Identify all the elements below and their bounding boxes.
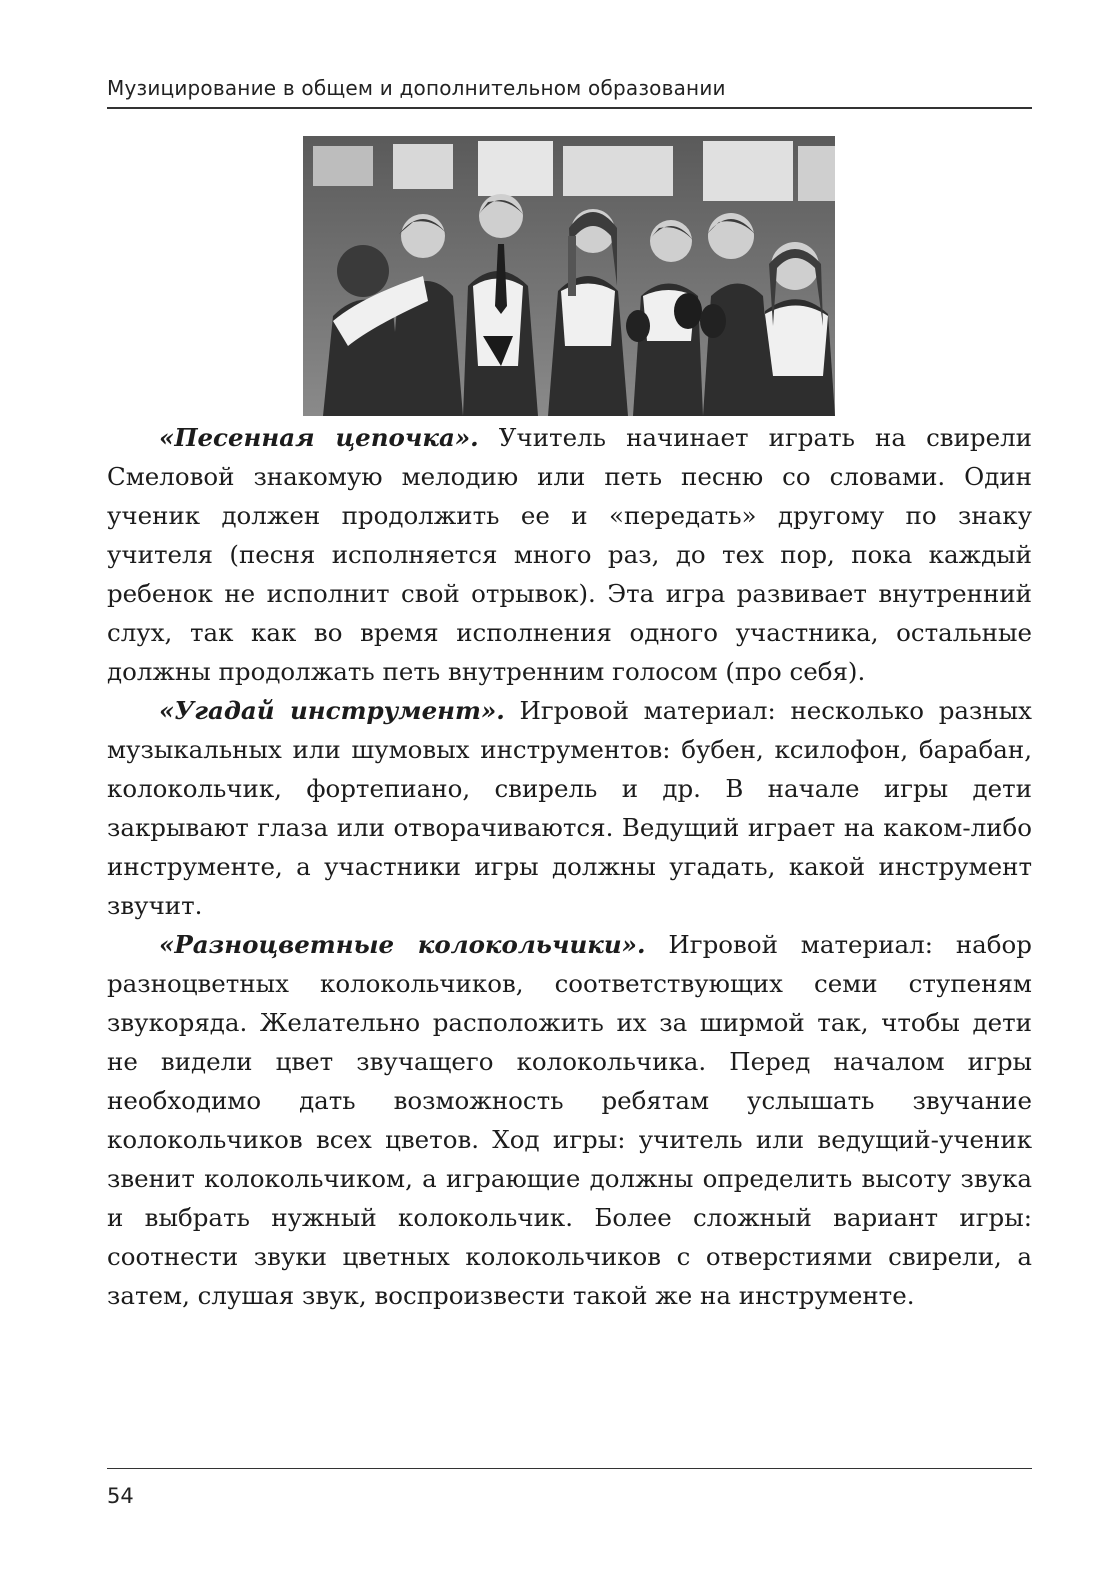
body-text: [107, 418, 1032, 1315]
footer-rule: [107, 1468, 1032, 1469]
paragraph-title: «Разноцветные колокольчики».: [159, 930, 646, 959]
paragraph-title: «Песенная цепочка».: [159, 423, 479, 452]
header-rule: [107, 107, 1032, 109]
paragraph-body: Учитель начинает играть на свирели Смеловой знакомую мелодию или петь песню со словами. Один ученик должен продолжить ее и «передать» другому по знаку учителя (песня исполняется много раз, до тех пор, пока каждый ребенок не исполнит свой отрывок). Эта игра развивает внутренний слух, так как во время исполнения одного участника, остальные должны продолжать петь внутренним голосом (про себя).: [107, 423, 1032, 686]
paragraph-guess-instrument: [107, 691, 1032, 925]
photo-children-with-instruments: [303, 136, 835, 416]
paragraph-colored-bells: [107, 925, 1032, 1315]
paragraph-body: Игровой материал: несколько разных музыкальных или шумовых инструментов: бубен, ксилофон, барабан, колокольчик, фортепиано, свирель и др. В начале игры дети закрывают глаза или отворачиваются. Ведущий играет на каком-либо инструменте, а участники игры должны угадать, какой инструмент звучит.: [107, 696, 1032, 920]
photo-children-with-instruments-icon: [303, 136, 835, 416]
paragraph-song-chain: [107, 418, 1032, 691]
page-number: 54: [107, 1484, 134, 1508]
paragraph-title: «Угадай инструмент».: [159, 696, 505, 725]
paragraph-body: Игровой материал: набор разноцветных колокольчиков, соответствующих семи ступеням звукоряда. Желательно расположить их за ширмой так, чтобы дети не видели цвет звучащего колокольчика. Перед началом игры необходимо дать возможность ребятам услышать звучание колокольчиков всех цветов. Ход игры: учитель или ведущий-ученик звенит колокольчиком, а играющие должны определить высоту звука и выбрать нужный колокольчик. Более сложный вариант игры: соотнести звуки цветных колокольчиков с отверстиями свирели, а затем, слушая звук, воспроизвести такой же на инструменте.: [107, 930, 1032, 1310]
running-header: Музицирование в общем и дополнительном образовании: [107, 76, 726, 100]
